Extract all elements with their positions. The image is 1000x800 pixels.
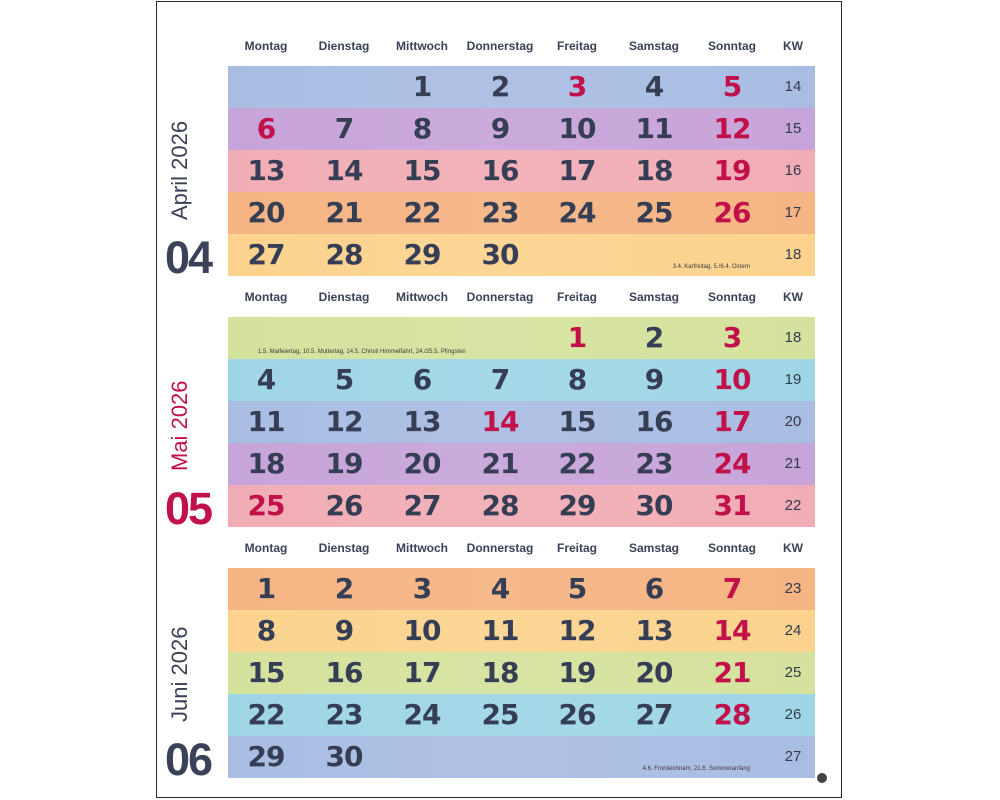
- spacer: [167, 429, 192, 435]
- day-number: 15: [558, 405, 596, 438]
- holiday-note: 3.4. Karfreitag, 5./6.4. Ostern: [672, 264, 750, 270]
- day-number: 2: [644, 321, 664, 354]
- week-number: 21: [784, 455, 802, 472]
- calendar-page: [156, 1, 842, 798]
- month-year: 2026: [167, 626, 192, 676]
- header-weekday: Freitag: [556, 290, 598, 304]
- day-number: 19: [558, 656, 596, 689]
- day-number: 24: [558, 196, 596, 229]
- day-number: 20: [403, 447, 441, 480]
- day-number: 18: [481, 656, 519, 689]
- header-weekday: Freitag: [556, 39, 598, 53]
- spacer: [167, 170, 192, 176]
- day-number: 16: [481, 154, 519, 187]
- day-number: 22: [558, 447, 596, 480]
- day-number: 12: [325, 405, 363, 438]
- day-number: 25: [247, 489, 285, 522]
- day-number: 21: [713, 656, 751, 689]
- week-number: 15: [784, 120, 802, 137]
- spacer: [167, 676, 192, 682]
- week-number: 14: [784, 78, 802, 95]
- week-row: [228, 234, 815, 276]
- week-row: [228, 317, 815, 359]
- day-number: 1: [567, 321, 587, 354]
- day-number: 11: [481, 614, 519, 647]
- week-number: 16: [784, 162, 802, 179]
- week-number: 18: [784, 329, 802, 346]
- month-name: April: [167, 175, 192, 220]
- day-number: 25: [481, 698, 519, 731]
- month-year: 2026: [167, 120, 192, 170]
- day-number: 2: [334, 572, 354, 605]
- day-number: 29: [247, 740, 285, 773]
- week-number: 27: [784, 748, 802, 765]
- week-row: [228, 150, 815, 192]
- day-number: 6: [412, 363, 432, 396]
- day-number: 19: [325, 447, 363, 480]
- day-number: 3: [567, 70, 587, 103]
- day-number: 27: [247, 238, 285, 271]
- day-number: 22: [247, 698, 285, 731]
- month-juni: [157, 537, 843, 789]
- month-name-year: [169, 380, 191, 471]
- month-year: 2026: [167, 380, 192, 430]
- week-row: [228, 401, 815, 443]
- day-number: 26: [558, 698, 596, 731]
- week-number: 25: [784, 664, 802, 681]
- day-number: 3: [412, 572, 432, 605]
- header-weekday: Dienstag: [318, 39, 370, 53]
- day-number: 14: [713, 614, 751, 647]
- week-row: [228, 485, 815, 527]
- header-weekday: Sonntag: [708, 541, 756, 555]
- day-number: 8: [412, 112, 432, 145]
- day-number: 7: [334, 112, 354, 145]
- day-number: 13: [635, 614, 673, 647]
- day-number: 24: [403, 698, 441, 731]
- weekday-header-row: [157, 286, 843, 308]
- week-row: [228, 443, 815, 485]
- holiday-note: 4.6. Fronleichnam, 21.6. Sommeranfang: [642, 766, 750, 772]
- day-number: 12: [558, 614, 596, 647]
- day-number: 20: [635, 656, 673, 689]
- day-number: 28: [481, 489, 519, 522]
- header-kw: KW: [783, 541, 803, 555]
- header-weekday: Montag: [244, 290, 288, 304]
- day-number: 12: [713, 112, 751, 145]
- day-number: 17: [558, 154, 596, 187]
- day-number: 17: [713, 405, 751, 438]
- header-weekday: Samstag: [628, 290, 680, 304]
- header-weekday: Dienstag: [318, 290, 370, 304]
- week-row: [228, 108, 815, 150]
- weekday-header-row: [157, 537, 843, 559]
- header-weekday: Mittwoch: [396, 290, 448, 304]
- day-number: 24: [713, 447, 751, 480]
- day-number: 29: [558, 489, 596, 522]
- week-row: [228, 736, 815, 778]
- day-number: 11: [635, 112, 673, 145]
- day-number: 21: [481, 447, 519, 480]
- day-number: 26: [325, 489, 363, 522]
- day-number: 1: [412, 70, 432, 103]
- day-number: 14: [325, 154, 363, 187]
- month-name-year: [169, 121, 191, 220]
- day-number: 27: [403, 489, 441, 522]
- week-row: [228, 652, 815, 694]
- header-weekday: Samstag: [628, 39, 680, 53]
- week-row: [228, 66, 815, 108]
- week-row: [228, 610, 815, 652]
- day-number: 4: [256, 363, 276, 396]
- holiday-note: 1.5. Maifeiertag, 10.5. Muttertag, 14.5. Christi Himmelfahrt, 24./25.5. Pfingsten: [258, 349, 466, 355]
- day-number: 1: [256, 572, 276, 605]
- week-row: [228, 694, 815, 736]
- month-april: [157, 35, 843, 287]
- day-number: 19: [713, 154, 751, 187]
- day-number: 20: [247, 196, 285, 229]
- day-number: 13: [247, 154, 285, 187]
- header-weekday: Montag: [244, 541, 288, 555]
- header-weekday: Samstag: [628, 541, 680, 555]
- day-number: 22: [403, 196, 441, 229]
- day-number: 4: [490, 572, 510, 605]
- day-number: 4: [644, 70, 664, 103]
- day-number: 9: [490, 112, 510, 145]
- day-number: 21: [325, 196, 363, 229]
- month-number: 05: [165, 483, 212, 534]
- day-number: 2: [490, 70, 510, 103]
- day-number: 16: [325, 656, 363, 689]
- day-number: 6: [256, 112, 276, 145]
- day-number: 28: [325, 238, 363, 271]
- day-number: 28: [713, 698, 751, 731]
- day-number: 18: [247, 447, 285, 480]
- day-number: 23: [481, 196, 519, 229]
- header-kw: KW: [783, 290, 803, 304]
- weekday-header-row: [157, 35, 843, 57]
- week-number: 17: [784, 204, 802, 221]
- month-name-year: [169, 627, 191, 722]
- day-number: 23: [635, 447, 673, 480]
- header-weekday: Sonntag: [708, 290, 756, 304]
- day-number: 10: [403, 614, 441, 647]
- day-number: 27: [635, 698, 673, 731]
- day-number: 30: [325, 740, 363, 773]
- week-number: 23: [784, 580, 802, 597]
- day-number: 15: [247, 656, 285, 689]
- month-name: Juni: [167, 681, 192, 722]
- week-number: 22: [784, 497, 802, 514]
- day-number: 17: [403, 656, 441, 689]
- publisher-logo: [817, 773, 827, 783]
- day-number: 30: [635, 489, 673, 522]
- week-row: [228, 568, 815, 610]
- day-number: 5: [567, 572, 587, 605]
- day-number: 15: [403, 154, 441, 187]
- month-number: 04: [165, 232, 212, 283]
- day-number: 9: [334, 614, 354, 647]
- header-weekday: Donnerstag: [466, 39, 534, 53]
- header-weekday: Mittwoch: [396, 39, 448, 53]
- day-number: 8: [567, 363, 587, 396]
- header-weekday: Freitag: [556, 541, 598, 555]
- day-number: 25: [635, 196, 673, 229]
- day-number: 10: [713, 363, 751, 396]
- day-number: 8: [256, 614, 276, 647]
- header-weekday: Sonntag: [708, 39, 756, 53]
- day-number: 30: [481, 238, 519, 271]
- header-weekday: Mittwoch: [396, 541, 448, 555]
- day-number: 29: [403, 238, 441, 271]
- header-weekday: Montag: [244, 39, 288, 53]
- week-number: 20: [784, 413, 802, 430]
- day-number: 11: [247, 405, 285, 438]
- header-kw: KW: [783, 39, 803, 53]
- day-number: 3: [722, 321, 742, 354]
- day-number: 6: [644, 572, 664, 605]
- day-number: 9: [644, 363, 664, 396]
- day-number: 14: [481, 405, 519, 438]
- month-mai: [157, 286, 843, 538]
- day-number: 26: [713, 196, 751, 229]
- week-number: 24: [784, 622, 802, 639]
- week-row: [228, 192, 815, 234]
- day-number: 13: [403, 405, 441, 438]
- month-name: Mai: [167, 435, 192, 471]
- day-number: 5: [334, 363, 354, 396]
- day-number: 16: [635, 405, 673, 438]
- week-number: 19: [784, 371, 802, 388]
- day-number: 18: [635, 154, 673, 187]
- week-number: 18: [784, 246, 802, 263]
- week-number: 26: [784, 706, 802, 723]
- day-number: 31: [713, 489, 751, 522]
- header-weekday: Donnerstag: [466, 290, 534, 304]
- day-number: 10: [558, 112, 596, 145]
- month-number: 06: [165, 734, 212, 785]
- week-row: [228, 359, 815, 401]
- day-number: 5: [722, 70, 742, 103]
- day-number: 23: [325, 698, 363, 731]
- day-number: 7: [722, 572, 742, 605]
- day-number: 7: [490, 363, 510, 396]
- header-weekday: Dienstag: [318, 541, 370, 555]
- header-weekday: Donnerstag: [466, 541, 534, 555]
